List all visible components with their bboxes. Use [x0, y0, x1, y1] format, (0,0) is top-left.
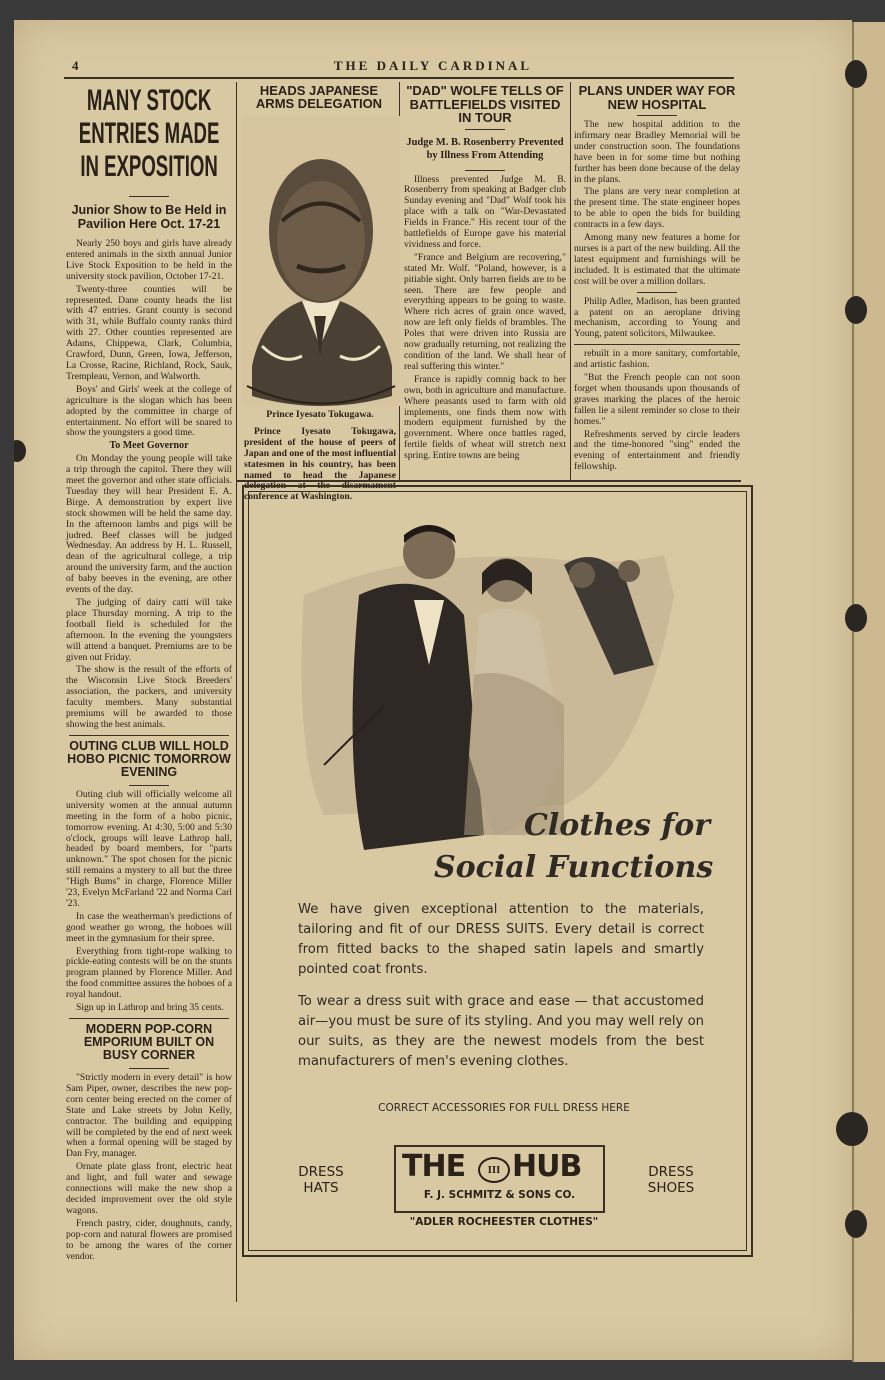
paragraph: Boys' and Girls' week at the college of agriculture is the slogan which has been adopted by the committee in charge of entertainment. No effort will be snared to show the youngsters a good time. — [66, 383, 232, 439]
paragraph: The judging of dairy catti will take place Thursday morning. A trip to the football field is scheduled for the afternoon. In the evening the youngsters will attend a banquet. Premiums are to be given out Friday. — [66, 597, 232, 663]
column-3 — [404, 84, 566, 464]
ad-title-line1: Clothes for — [524, 808, 711, 843]
paragraph: French pastry, cider, doughnuts, candy, pop-corn and natural flowers are promised to be among the wares of the corner vendor. — [66, 1217, 232, 1262]
masthead: THE DAILY CARDINAL — [333, 58, 533, 73]
headline-pop-corn: MODERN POP-CORN EMPORIUM BUILT ON BUSY CORNER — [83, 1022, 215, 1062]
headline-japanese-delegation: HEADS JAPANESE ARMS DELEGATION — [255, 83, 383, 111]
paragraph: Sign up in Lathrop and bring 35 cents. — [76, 1002, 224, 1014]
portrait-photo — [242, 116, 400, 406]
newspaper-page — [14, 20, 852, 1360]
ad-tagline: "ADLER ROCHEESTER CLOTHES" — [409, 1216, 599, 1228]
subhead: Judge M. B. Rosenberry Prevented by Illness From Attending — [406, 136, 564, 161]
section-head: To Meet Governor — [109, 440, 189, 452]
logo-the: THE — [402, 1149, 466, 1184]
binding-hole — [845, 296, 867, 324]
brief-patent: Philip Adler, Madison, has been granted a patent on an aeroplane driving mechanism, according to Young and Young, patent solicitors, Milwaukee. — [574, 295, 740, 340]
column-4 — [574, 84, 740, 475]
subhead: Junior Show to Be Held in Pavilion Here Oct. 17-21 — [71, 203, 227, 231]
binding-hole — [845, 604, 867, 632]
paragraph: rebuilt in a more sanitary, comfortable, and artistic fashion. — [574, 348, 740, 371]
ad-body-2: To wear a dress suit with grace and ease — that accustomed air—you must be sure of its styling. And you may well rely on our suits, as they are the newest models from the best manufacturers of men's evening clothes. — [298, 994, 704, 1069]
page-number: 4 — [72, 58, 79, 73]
ad-dress-hats: DRESS HATS — [298, 1164, 344, 1196]
headline-hospital: PLANS UNDER WAY FOR NEW HOSPITAL — [578, 83, 736, 112]
caption-text: Prince Iyesato Tokugawa, president of the house of peers of Japan and one of the most influential statesmen in his country, has been named to head the Japanese delegation at the disarmament conference at Washington. — [244, 425, 396, 503]
paragraph: Among many new features a home for nurses is a part of the new building. All the latest equipment and furnishings will be included. It is estimated that the ultimate cost will be over a million dollars. — [574, 232, 740, 287]
paragraph: On Monday the young people will take a trip through the capitol. There they will meet the governor and other state officials. Tuesday they will hear President E. A. Birge. A demonstration by expert live stock showmen will be held the same day. In the afternoon lambs and pigs will be judred. Beef classes will be judged Wednesday. An address by H. L. Russell, dean of the agricultural college, a trip around the university farm, and the auction of baby beeves in the evening, are other events of the day. — [66, 453, 232, 596]
adjacent-page-edge — [852, 22, 885, 1362]
ad-title-line2: Social Functions — [434, 850, 714, 885]
paragraph: Refreshments served by circle leaders and the time-honored "sing" ended the evening of entertainment and friendly fellowship. — [574, 428, 740, 473]
paragraph: "But the French people can not soon forget when thousands upon thousands of graves marking the places of the heroic fallen lie a silent reminder so close to their homes." — [574, 372, 740, 427]
headline-dad-wolfe: "DAD" WOLFE TELLS OF BATTLEFIELDS VISITED IN TOUR — [406, 83, 564, 125]
paragraph: "France and Belgium are recovering," stated Mr. Wolf. "Poland, however, is a pitiable sight. Only barren fields are to be seen. There are few people and everything appears to be going to waste. Where rich acres of grain once waved, now are left only fields of brambles. The Poles that were driven into Russia are now gradually returning, not realizing the condition of the land. We shall hear of real suffering this winter." — [404, 251, 566, 372]
headline-stock-entries: MANY STOCK ENTRIES MADE IN EXPOSITION — [78, 84, 220, 183]
column-rule — [570, 82, 571, 480]
paragraph: Illness prevented Judge M. B. Rosenberry from speaking at Badger club Sunday evening and "Dad" Wolf took his place with a talk on "War-Devastated Fields in France." His recent tour of the battlefields of Europe gave his material vividness and force. — [404, 173, 566, 250]
paragraph: Nearly 250 boys and girls have already entered animals in the sixth annual Junior Live Stock Exposition to be held in the university stock pavilion, October 17-21. — [66, 238, 232, 282]
paragraph: "Strictly modern in every detail" is how Sam Piper, owner, describes the new pop-corn center being erected on the corner of State and Lake streets by John Kelly, contractor. The building and equipping will be completed by the end of next week when a formal opening will be staged by Dan Fry, manager. — [66, 1072, 232, 1160]
binding-hole — [845, 1210, 867, 1238]
paragraph: Ornate plate glass front, electric heat and light, and full water and sewage connections will make the new shop a decided improvement over the old style wagons. — [66, 1161, 232, 1216]
logo-hub: HUB — [512, 1149, 582, 1184]
ad-illustration — [264, 505, 704, 855]
hub-logo — [394, 1145, 605, 1213]
paragraph: Twenty-three counties will be represented. Dane county heads the list with 47 entries. Grant county is second with 31, while Buffalo county ranks third with 27. Other counties represented are Adams, Chippewa, Clark, Columbia, Crawford, Dunn, Green, Iowa, Jefferson, La Crosse, Racine, Richland, Rock, Sauk, Trempleau, Vernon, and Walworth. — [66, 283, 232, 382]
binding-hole — [14, 440, 26, 462]
headline-outing-club: OUTING CLUB WILL HOLD HOBO PICNIC TOMORROW EVENING — [67, 738, 231, 779]
column-rule — [236, 82, 237, 1302]
ad-dress-shoes: DRESS SHOES — [647, 1164, 695, 1196]
logo-badge: III — [478, 1157, 510, 1183]
column-2 — [242, 84, 396, 110]
binding-hole — [845, 60, 867, 88]
paragraph: Everything from tight-rope walking to pickle-eating contests will be on the stunts program planned by Florence Miller. And the food committee assures the hoboes of a royal handout. — [66, 945, 232, 1001]
paragraph: France is rapidly comnig back to her own, both in agriculture and manufacture. Where peasants used to farm with old implements, one finds them now with modern equipment furnished by the government. Where once battles raged, fertile fields of wheat will stretch next spring. Entire towns are being — [404, 373, 566, 462]
ad-accessories: CORRECT ACCESSORIES FOR FULL DRESS HERE — [378, 1102, 630, 1114]
paragraph: The new hospital addition to the infirmary near Bradley Memorial will be under construction soon. The foundations have been in for some time but nothing further has been done because of the delay in the plans. — [574, 119, 740, 185]
logo-company: F. J. SCHMITZ & SONS CO. — [423, 1189, 576, 1201]
photo-caption: Prince Iyesato Tokugawa. — [266, 409, 374, 420]
column-1 — [66, 86, 232, 1264]
ad-body-1: We have given exceptional attention to the materials, tailoring and fit of our DRESS SUITS. Every detail is correct from fitted backs to the shaped satin lapels and smartly pointed coat fronts. — [298, 902, 704, 977]
paragraph: In case the weatherman's predictions of good weather go wrong, the hoboes will meet in the gymnasium for their spree. — [66, 910, 232, 944]
masthead-rule — [64, 77, 734, 79]
binding-hole — [836, 1112, 868, 1146]
paragraph: The show is the result of the efforts of the Wisconsin Live Stock Breeders' association, the packers, and university faculty members. Many substantial premiums will be awarded to those showing the best animals. — [66, 664, 232, 730]
paragraph: The plans are very near completion at the present time. The state engineer hopes to be able to open the bids for building contracts in a few days. — [574, 186, 740, 231]
paragraph: Outing club will officially welcome all university women at the annual autumn meeting in the form of a hobo picnic, tomorrow evening. At 4:30, 5:00 and 5:30 o'clock, groups will leave Lathrop hall, headed by board members, for "parts unknown." The spot chosen for the picnic still remains a mystery to all but the three "High Bums" in charge, Florence Miller '23, Evelyn McFarland '22 and Norma Carl '23. — [66, 788, 232, 909]
